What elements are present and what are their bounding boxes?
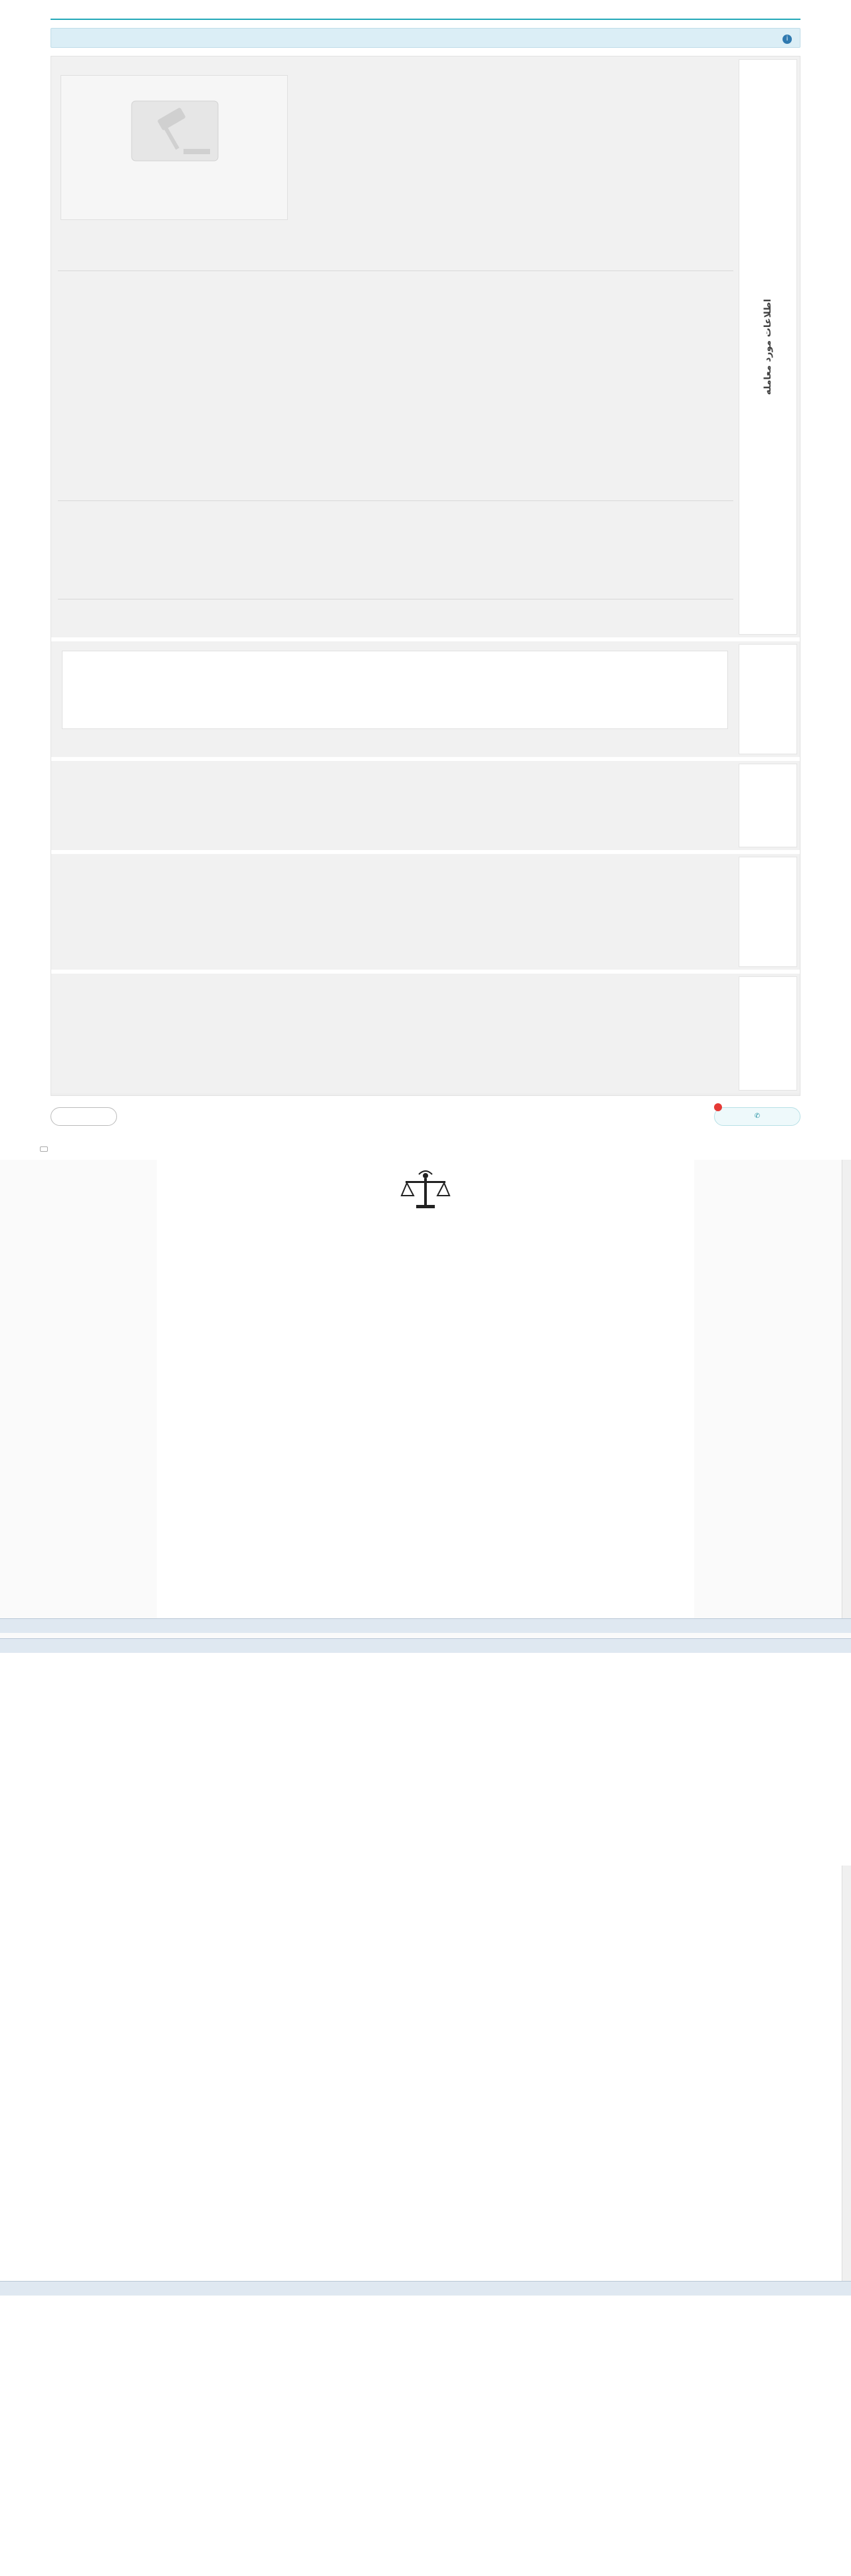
report-page-1	[157, 1160, 694, 1625]
owners-section	[51, 641, 800, 761]
support-button[interactable]	[714, 1107, 800, 1126]
report-page-2	[157, 1892, 694, 2264]
support-badge	[714, 1103, 722, 1111]
finance-section-tab	[739, 764, 797, 847]
owners-section-tab	[739, 644, 797, 754]
taskbar-1	[0, 1618, 851, 1633]
page-header	[51, 7, 800, 20]
footer-icon	[40, 1146, 48, 1152]
notes-section	[51, 974, 800, 1093]
photo-placeholder	[61, 75, 288, 220]
justice-scale-icon	[399, 1170, 452, 1213]
owners-table	[62, 651, 728, 729]
info-notice	[51, 28, 800, 48]
document-window-1	[0, 1160, 851, 1653]
deal-section-tab: اطلاعات مورد معامله	[739, 59, 797, 635]
action-bar	[51, 1105, 800, 1131]
taskbar-2	[0, 1638, 851, 1653]
deal-section	[51, 56, 800, 641]
court-section	[51, 854, 800, 974]
auction-details-page	[0, 0, 851, 1155]
finance-section	[51, 761, 800, 854]
scrollbar-2[interactable]	[842, 1866, 851, 2291]
details-panel	[51, 56, 800, 1096]
document-window-2	[0, 1653, 851, 2576]
support-icon: ✆	[754, 1113, 761, 1120]
taskbar-3	[0, 2281, 851, 2296]
scrollbar-1[interactable]	[842, 1160, 851, 1625]
gavel-image-icon	[125, 94, 225, 167]
court-section-tab	[739, 857, 797, 967]
notes-section-tab	[739, 976, 797, 1091]
back-button[interactable]	[51, 1107, 117, 1126]
info-icon: i	[783, 35, 792, 44]
